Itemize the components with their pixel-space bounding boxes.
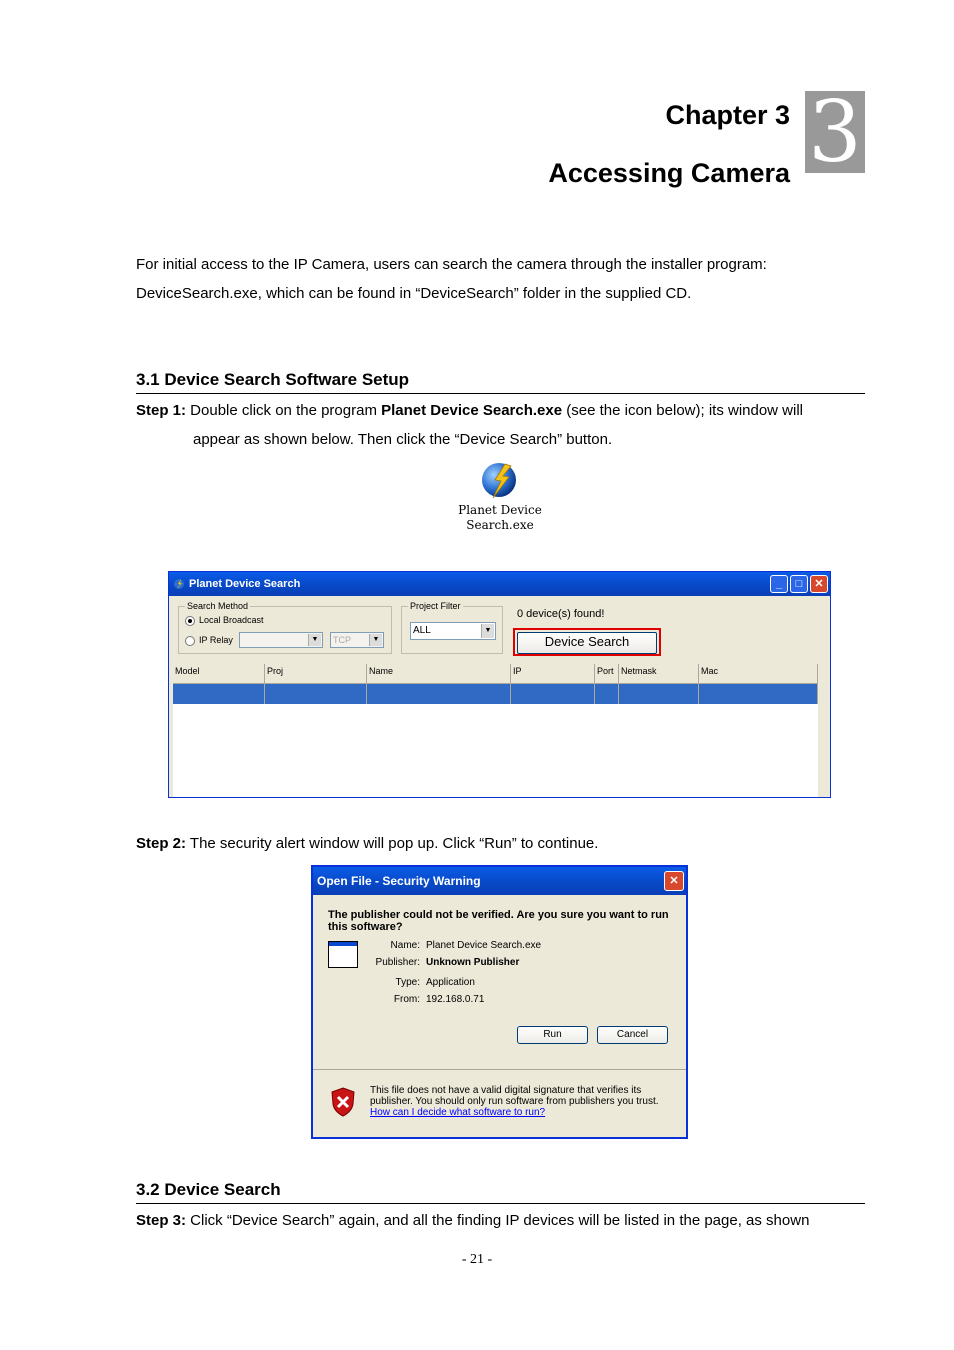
chapter-badge: 3 [805,91,865,173]
table-row[interactable] [173,684,818,704]
search-method-group [178,601,392,654]
chapter-title: Accessing Camera [548,158,790,188]
col-port[interactable]: Port [595,664,619,684]
security-warning-titlebar[interactable] [313,867,686,895]
step-3-text: Click “Device Search” again, and all the finding IP devices will be listed in the page, as shown [186,1212,810,1229]
run-button[interactable]: Run [517,1026,588,1044]
exe-label-line-1: Planet Device [458,503,542,517]
from-value: 192.168.0.71 [426,994,485,1005]
help-link[interactable]: How can I decide what software to run? [370,1107,546,1118]
col-ip[interactable]: IP [511,664,595,684]
ip-relay-label: IP Relay [199,635,233,645]
warning-question: The publisher could not be verified. Are you sure you want to run this software? [328,909,669,933]
step-1-text-b: (see the icon below); its window will [562,402,804,419]
local-broadcast-label: Local Broadcast [199,615,264,625]
publisher-value: Unknown Publisher [426,957,520,968]
radio-selected-icon [185,616,195,626]
intro-line-1: For initial access to the IP Camera, users can search the camera through the installer program: [136,256,767,273]
col-netmask[interactable]: Netmask [619,664,699,684]
protocol-value: TCP [333,635,351,645]
device-search-window-title: Planet Device Search [189,578,301,590]
page-number: - 21 - [461,1252,493,1267]
security-warning-title: Open File - Security Warning [317,874,481,888]
close-icon[interactable]: ✕ [810,575,828,593]
step-3-label: Step 3: [136,1212,187,1229]
devices-found-status: 0 device(s) found! [517,608,605,620]
chevron-down-icon: ▼ [308,634,321,646]
project-filter-group [401,601,503,654]
step-2-label: Step 2: [136,835,187,852]
col-model[interactable]: Model [173,664,265,684]
cancel-button[interactable]: Cancel [597,1026,668,1044]
step-1-label: Step 1: [136,402,187,419]
project-filter-label: Project Filter [410,601,461,611]
device-table-body [173,704,818,798]
ip-relay-combo[interactable] [239,632,323,648]
step-1-text-a: Double click on the program [186,402,382,419]
exe-icon-label [440,503,560,533]
maximize-icon[interactable]: □ [790,575,808,593]
device-search-titlebar[interactable] [169,572,830,596]
minimize-icon[interactable]: _ [770,575,788,593]
exe-label-line-2: Search.exe [466,518,534,532]
step-2 [136,829,866,858]
chapter-number: Chapter 3 [665,100,790,130]
col-name[interactable]: Name [367,664,511,684]
col-mac[interactable]: Mac [699,664,818,684]
note-line-1: This file does not have a valid digital signature that verifies its [370,1085,642,1096]
device-search-highlight [513,628,661,656]
application-icon [328,941,358,968]
search-method-label: Search Method [187,601,249,611]
planet-device-search-icon [479,460,519,500]
type-value: Application [426,977,475,988]
shield-warning-icon [331,1087,355,1117]
local-broadcast-radio[interactable] [185,615,264,626]
intro-line-2: DeviceSearch.exe, which can be found in “DeviceSearch” folder in the supplied CD. [136,285,692,302]
app-icon [173,578,185,590]
close-icon[interactable]: ✕ [664,871,684,891]
note-line-2: publisher. You should only run software from publishers you trust. [370,1096,659,1107]
chevron-down-icon: ▼ [481,624,494,638]
section-heading-3-1: 3.1 Device Search Software Setup [136,370,865,394]
name-value: Planet Device Search.exe [426,940,542,951]
step-1 [136,396,866,454]
step-2-text: The security alert window will pop up. Click “Run” to continue. [186,835,599,852]
device-table-header [173,664,818,684]
chevron-down-icon: ▼ [369,634,382,646]
divider [313,1069,686,1070]
step-3 [136,1206,866,1235]
intro-paragraph [136,250,767,308]
device-search-button[interactable]: Device Search [517,632,657,654]
ip-relay-radio[interactable] [185,635,233,646]
security-warning-window: Open File - Security Warning ✕ The publisher could not be verified. Are you sure you want to run this software? Name: Planet Device Search.exe Publisher: Unknown Publisher Type: Application From: 192.168.0.71 Run Cancel This file does not have a valid digital signature that verifies its publisher. You should only run software from publishers you trust. How can I decide what software to run? [311,865,688,1139]
signature-note [370,1085,670,1118]
project-filter-combo[interactable] [410,622,496,640]
col-proj[interactable]: Proj [265,664,367,684]
step-1-program: Planet Device Search.exe [381,402,563,419]
project-filter-value: ALL [413,625,431,636]
radio-unselected-icon [185,636,195,646]
section-heading-3-2: 3.2 Device Search [136,1180,865,1204]
step-1-text-c: appear as shown below. Then click the “Device Search” button. [193,431,613,448]
device-search-window [168,571,831,798]
protocol-combo[interactable] [330,632,384,648]
